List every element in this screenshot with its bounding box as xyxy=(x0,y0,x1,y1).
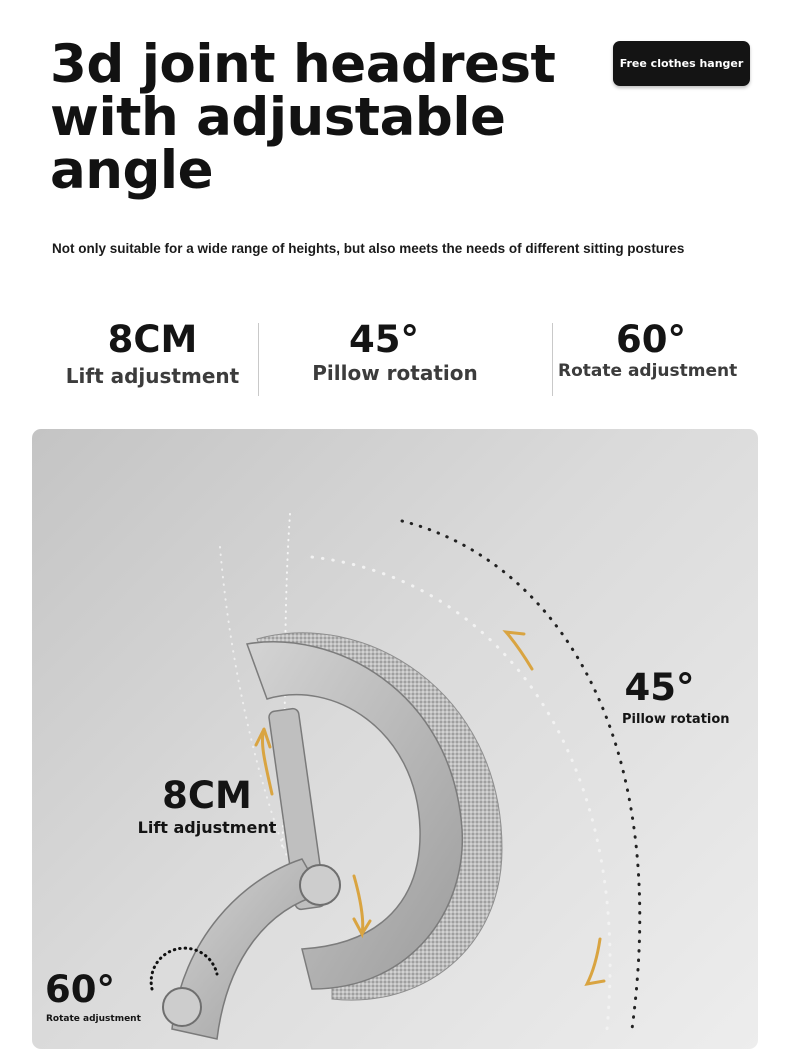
title-line-1: 3d joint headrest xyxy=(50,34,556,95)
spec-lift xyxy=(60,318,245,388)
spec-pillow-label: Pillow rotation xyxy=(312,361,478,385)
pillow-down-arrow xyxy=(587,939,604,984)
photo-lift-value: 8CM xyxy=(162,774,252,817)
spec-rotate xyxy=(558,318,738,381)
spec-lift-value: 8CM xyxy=(107,318,198,361)
free-hanger-badge[interactable] xyxy=(613,41,750,86)
lower-joint xyxy=(163,988,201,1026)
headrest-photo xyxy=(32,429,758,1049)
title-line-2: with adjustable xyxy=(50,87,506,148)
photo-lift-caption xyxy=(137,774,277,837)
photo-rotate-label: Rotate adjustment xyxy=(46,1014,141,1024)
pillow-up-arrow xyxy=(506,632,532,669)
photo-lift-label: Lift adjustment xyxy=(137,818,277,837)
page-title xyxy=(50,34,556,201)
spec-divider xyxy=(552,323,553,396)
lift-down-arrow xyxy=(354,876,370,934)
photo-pillow-caption xyxy=(622,666,730,727)
photo-rotate-caption xyxy=(42,968,141,1024)
subtitle: Not only suitable for a wide range of heights, but also meets the needs of different sitting postures xyxy=(52,241,685,256)
spec-pillow xyxy=(300,318,490,385)
spec-rotate-label: Rotate adjustment xyxy=(558,361,738,381)
spec-rotate-value: 60° xyxy=(616,318,686,361)
spec-pillow-value: 45° xyxy=(349,318,419,361)
photo-rotate-value: 60° xyxy=(45,968,115,1011)
spec-divider xyxy=(258,323,259,396)
spec-lift-label: Lift adjustment xyxy=(65,364,240,388)
photo-pillow-value: 45° xyxy=(624,666,695,709)
headrest-illustration xyxy=(32,429,758,1049)
badge-label: Free clothes hanger xyxy=(619,57,744,70)
photo-pillow-label: Pillow rotation xyxy=(622,712,730,727)
upper-joint xyxy=(300,865,340,905)
title-line-3: angle xyxy=(50,140,214,201)
